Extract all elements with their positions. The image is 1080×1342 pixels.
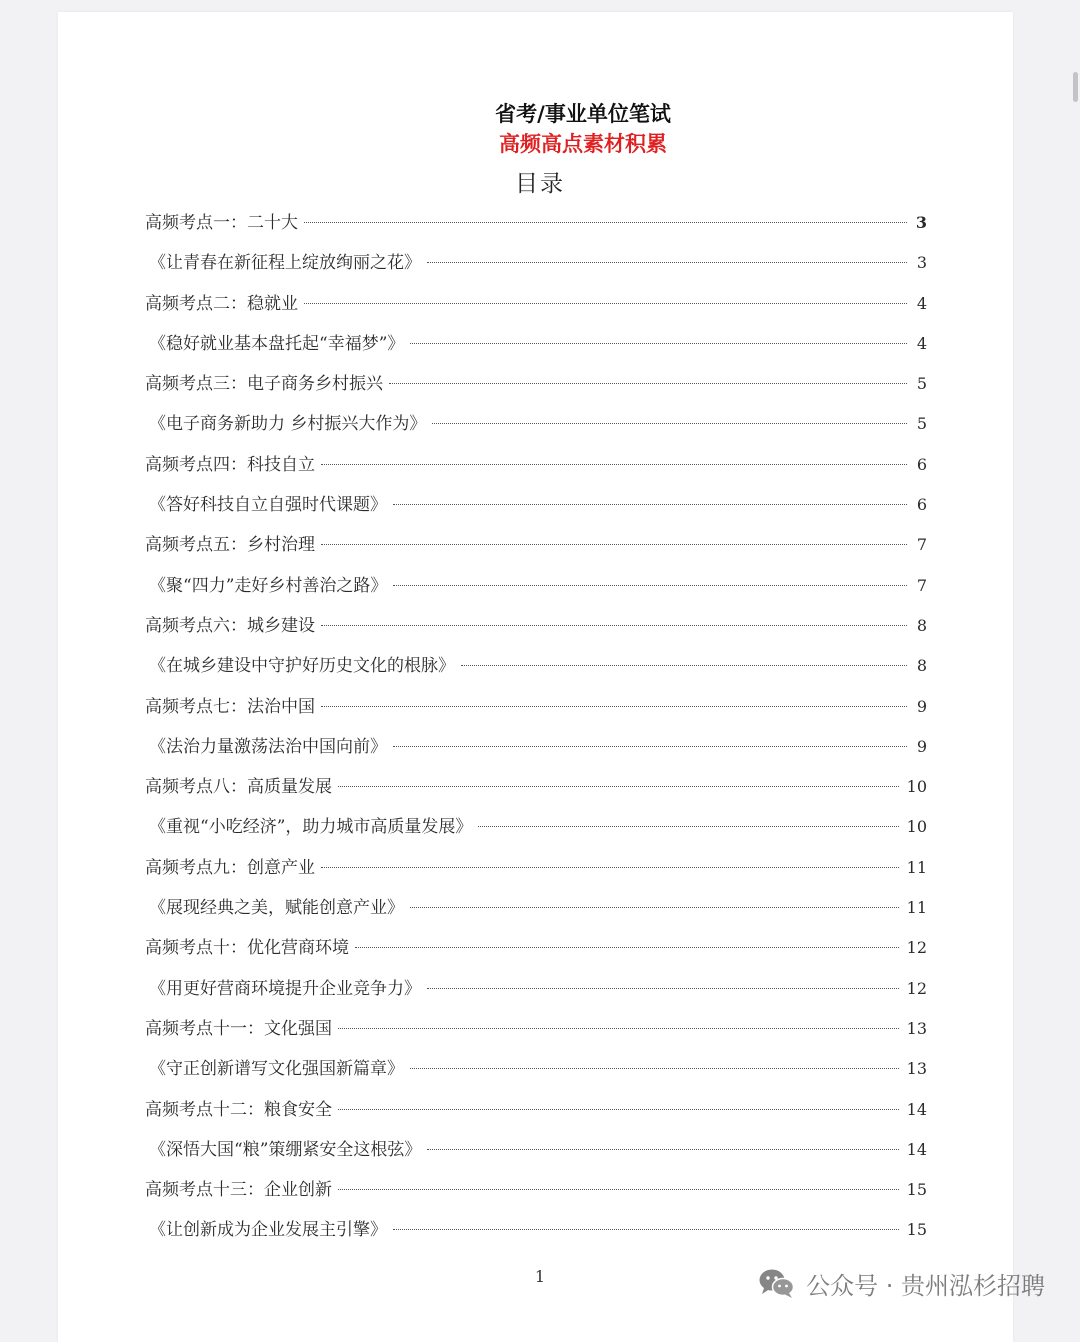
toc-page-number: 12 [906,978,927,998]
toc-article-row[interactable] [145,812,927,852]
toc-entry-label: 高频考点八：高质量发展 [145,777,332,798]
toc-leader-dots [321,464,907,465]
toc-page-number: 8 [916,615,927,635]
toc-page-number: 10 [906,777,927,797]
toc-page-number: 3 [916,253,927,273]
toc-page-number: 8 [916,656,927,676]
toc-page-number: 15 [906,1180,927,1200]
toc-leader-dots [410,1068,899,1069]
toc-leader-dots [338,1028,899,1029]
toc-entry-label: 高频考点五：乡村治理 [145,535,315,556]
toc-topic-row[interactable] [145,853,927,893]
toc-page-number: 13 [906,1018,927,1038]
toc-leader-dots [304,222,907,223]
toc-page-number: 10 [906,817,927,837]
toc-leader-dots [393,1229,899,1230]
toc-entry-label: 高频考点七：法治中国 [145,696,315,717]
toc-entry-label: 《答好科技自立自强时代课题》 [149,495,387,516]
toc-page-number: 7 [916,575,927,595]
toc-leader-dots [338,1189,899,1190]
toc-page-number: 6 [916,495,927,515]
toc-article-row[interactable] [145,651,927,691]
toc-page-number: 6 [916,454,927,474]
toc-page-number: 13 [906,1059,927,1079]
toc-entry-label: 高频考点十一：文化强国 [145,1018,332,1039]
watermark [758,1266,1045,1301]
toc-topic-row[interactable] [145,450,927,490]
toc-leader-dots [338,786,899,787]
toc-entry-label: 《电子商务新助力 乡村振兴大作为》 [149,414,427,435]
toc-leader-dots [389,383,907,384]
toc-article-row[interactable] [145,974,927,1014]
toc-page-number: 4 [916,293,927,313]
toc-article-row[interactable] [145,571,927,611]
toc-page-number: 9 [916,696,927,716]
toc-entry-label: 高频考点十二：粮食安全 [145,1099,332,1120]
toc-entry-label: 《聚“四力”走好乡村善治之路》 [149,575,388,596]
toc-page-number: 11 [906,857,927,877]
toc-leader-dots [410,343,907,344]
toc-page-number: 5 [916,414,927,434]
toc-topic-row[interactable] [145,611,927,651]
toc-entry-label: 高频考点四：科技自立 [145,454,315,475]
toc-page-number: 4 [916,333,927,353]
toc-article-row[interactable] [145,248,927,288]
toc-entry-label: 《深悟大国“粮”策绷紧安全这根弦》 [149,1139,422,1160]
toc-leader-dots [355,947,899,948]
toc-entry-label: 《用更好营商环境提升企业竞争力》 [149,978,421,999]
toc-leader-dots [427,262,907,263]
toc-leader-dots [321,706,907,707]
table-of-contents [145,208,927,1256]
toc-article-row[interactable] [145,490,927,530]
toc-article-row[interactable] [145,329,927,369]
page-number: 1 [534,1267,546,1286]
toc-entry-label: 高频考点三：电子商务乡村振兴 [145,374,383,395]
wechat-icon [758,1268,796,1300]
toc-article-row[interactable] [145,893,927,933]
toc-entry-label: 高频考点一：二十大 [145,213,298,233]
toc-topic-row[interactable] [145,289,927,329]
toc-leader-dots [427,1149,898,1150]
toc-entry-label: 高频考点十三：企业创新 [145,1180,332,1201]
toc-leader-dots [321,544,907,545]
toc-leader-dots [478,826,898,827]
toc-entry-label: 《稳好就业基本盘托起“幸福梦”》 [149,333,405,354]
toc-leader-dots [321,867,899,868]
toc-page-number: 5 [916,374,927,394]
toc-topic-row[interactable] [145,530,927,570]
watermark-text: 公众号 · 贵州泓杉招聘 [806,1272,1045,1300]
toc-topic-row[interactable] [145,1095,927,1135]
toc-leader-dots [321,625,907,626]
toc-entry-label: 《重视“小吃经济”，助力城市高质量发展》 [149,817,473,838]
toc-topic-row[interactable] [145,1014,927,1054]
toc-page-number: 14 [906,1139,927,1159]
toc-entry-label: 《展现经典之美，赋能创意产业》 [149,898,404,919]
toc-leader-dots [393,585,907,586]
toc-topic-row[interactable] [145,208,927,248]
toc-leader-dots [432,423,907,424]
toc-leader-dots [410,907,899,908]
toc-entry-label: 高频考点二：稳就业 [145,293,298,314]
toc-page-number: 12 [906,938,927,958]
toc-entry-label: 高频考点六：城乡建设 [145,615,315,636]
toc-entry-label: 高频考点九：创意产业 [145,857,315,878]
toc-entry-label: 《让青春在新征程上绽放绚丽之花》 [149,253,421,274]
toc-topic-row[interactable] [145,692,927,732]
toc-entry-label: 《让创新成为企业发展主引擎》 [149,1220,387,1241]
toc-entry-label: 《守正创新谱写文化强国新篇章》 [149,1059,404,1080]
toc-leader-dots [304,303,907,304]
toc-topic-row[interactable] [145,933,927,973]
toc-leader-dots [338,1109,899,1110]
toc-entry-label: 《法治力量激荡法治中国向前》 [149,736,387,757]
toc-page-number: 9 [916,736,927,756]
toc-leader-dots [427,988,899,989]
document-subtitle: 高频高点素材积累 [499,132,667,156]
scrollbar-thumb[interactable] [1073,72,1078,102]
toc-topic-row[interactable] [145,772,927,812]
toc-article-row[interactable] [145,409,927,449]
toc-topic-row[interactable] [145,369,927,409]
toc-topic-row[interactable] [145,1175,927,1215]
toc-page-number: 14 [906,1099,927,1119]
document-title: 省考/事业单位笔试 [495,102,671,126]
toc-page-number: 7 [916,535,927,555]
toc-leader-dots [393,746,907,747]
toc-article-row[interactable] [145,732,927,772]
toc-page-number: 15 [906,1220,927,1240]
toc-page-number: 11 [906,898,927,918]
toc-article-row[interactable] [145,1215,927,1255]
toc-leader-dots [461,665,907,666]
toc-heading: 目录 [515,171,565,197]
toc-entry-label: 《在城乡建设中守护好历史文化的根脉》 [149,656,455,677]
toc-leader-dots [393,504,907,505]
toc-entry-label: 高频考点十：优化营商环境 [145,938,349,959]
toc-article-row[interactable] [145,1054,927,1094]
toc-article-row[interactable] [145,1135,927,1175]
toc-page-number: 3 [915,213,927,232]
